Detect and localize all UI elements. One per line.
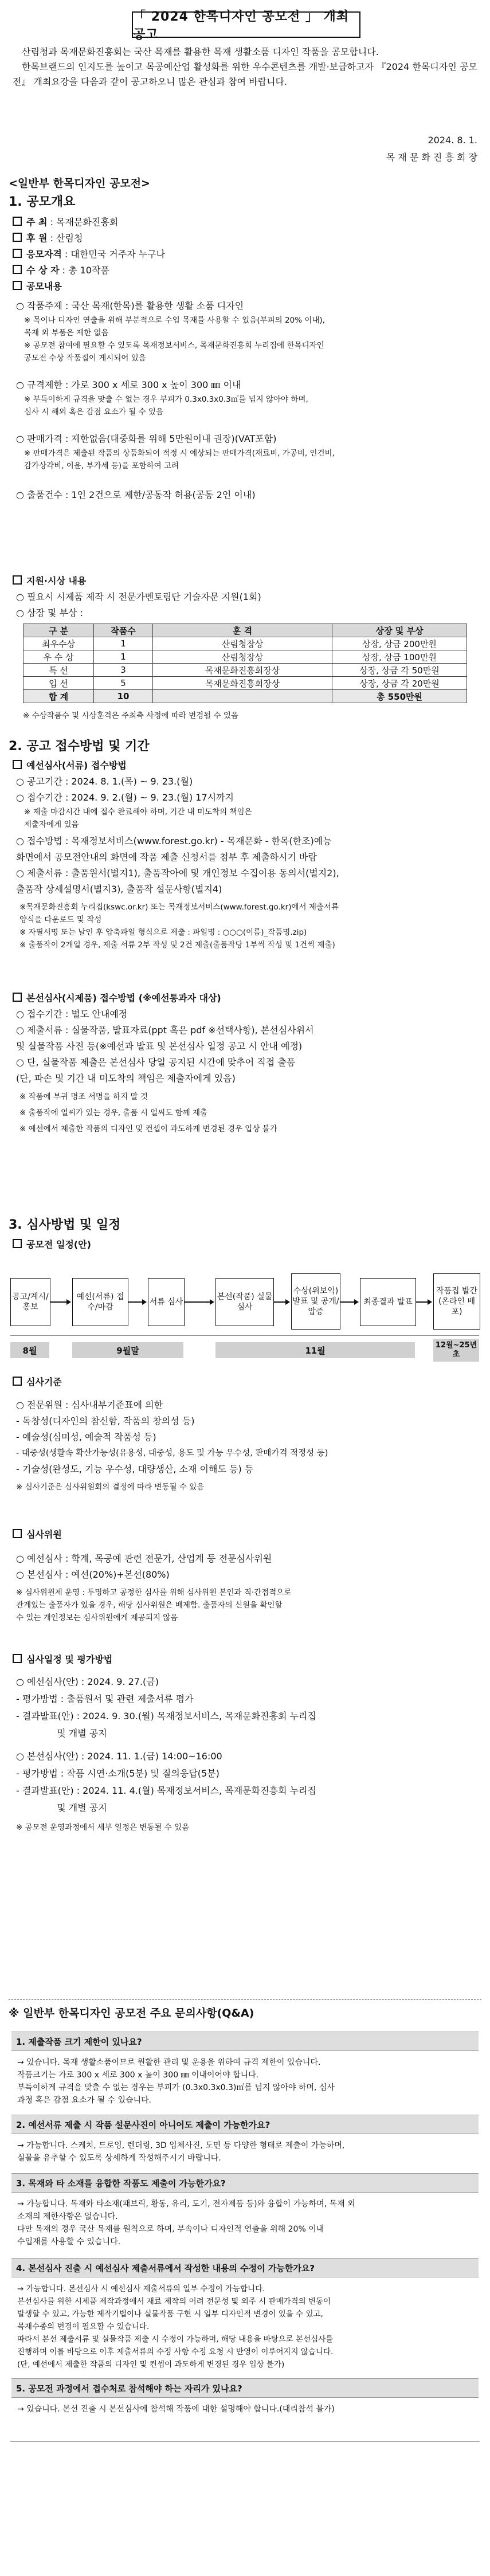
eval-line: 및 개별 공지 [16, 1802, 107, 1813]
sale-price: ○ 판매가격 : 제한없음(대중화를 위해 5만원이내 권장)(VAT포함) [16, 433, 277, 444]
section-banner: <일반부 한목디자인 공모전> [9, 177, 150, 190]
intro-paragraph-2: 한목브랜드의 인지도를 높이고 목공예산업 활성화를 위한 우수콘텐츠를 개발·보급하고자 『2024 한목디자인 공모전』 개최요강을 다음과 같이 공고하오니 많은 관심과 참여 바랍니다. [13, 61, 477, 87]
overview-item: 주 최 : 목재문화진흥회 [13, 214, 477, 230]
theme: ○ 작품주제 : 국산 목재(한목)를 활용한 생활 소품 디자인 [16, 300, 244, 311]
table-header: 구 분 작품수 훈 격 상장 및 부상 [23, 624, 467, 637]
prize-table [23, 624, 467, 703]
table-row: 우 수 상 1 산림청장상 상장, 상금 100만원 [23, 650, 467, 664]
sale-notes: ※ 판매가격은 제출된 작품의 상품화되어 적정 시 예상되는 판매가격(재료비, 가공비, 인건비, 감가상각비, 이윤, 부가세 등)을 포함하여 고려 [24, 449, 335, 470]
criteria-line: - 독창성(디자인의 참신함, 작품의 창의성 등) [16, 1416, 195, 1426]
theme-notes: ※ 목이나 디자인 연출을 위해 부분적으로 수입 목재를 사용할 수 있음(부피의 20% 이내), 목재 외 부품은 제한 없음 ※ 공모전 참여에 필요할 수 있도록 목재정보서비스, 목재문화진흥회 누리집에 한목디자인 공모전 수상 작품집이 게시되어 있음 [24, 316, 325, 363]
schedule-label: 공모전 일정(안) [13, 1237, 91, 1253]
size-limit: ○ 규격제한 : 가로 300 x 세로 300 x 높이 300 ㎜ 이내 [16, 379, 241, 390]
faq-question: 5. 공모전 과정에서 접수처로 참석해야 하는 자리가 있나요? [11, 2378, 479, 2398]
support-line-2: ○ 상장 및 부상 : [16, 607, 83, 618]
faq-question: 2. 예선서류 제출 시 작품 설문사진이 아니어도 제출이 가능한가요? [11, 2115, 479, 2134]
pre-line: ○ 공고기간 : 2024. 8. 1.(목) ~ 9. 23.(월) [16, 776, 193, 787]
timeline-period: 9월말 [72, 1342, 183, 1358]
jury-line: ○ 예선심사 : 학계, 목공예 관련 전문가, 산업계 등 전문심사위원 [16, 1553, 272, 1564]
criteria-line: - 예술성(심미성, 예술적 작품성 등) [16, 1432, 156, 1442]
arrow-right-icon [416, 1301, 431, 1303]
intro-paragraph-1: 산림청과 목재문화진흥회는 국산 목재를 활용한 목재 생활소품 디자인 작품을 공모합니다. [22, 46, 379, 57]
criteria-section [13, 1374, 477, 1493]
section-2-heading: 2. 공고 접수방법 및 기간 [9, 739, 150, 754]
checkbox-icon [13, 281, 22, 290]
eval-label: 심사일정 및 평가방법 [13, 1652, 477, 1668]
flow-step: 본선(작품) 실물심사 [215, 1278, 274, 1326]
eval-line: - 평가방법 : 작품 시연·소개(5분) 및 질의응답(5분) [16, 1768, 219, 1779]
method-line: 화면에서 공모전안내의 화면에 작품 제출 신청서를 첨부 후 제출하시기 바람 [16, 852, 317, 862]
docs-notes: ※목재문화진흥회 누리집(kswc.or.kr) 또는 목재정보서비스(www.forest.go.kr)에서 제출서류 양식을 다운로드 및 작성 ※ 자필서명 또는 날인 후 압축파일 형식으로 제출 : 파일명 : ○○○(이름)_작품명.zip) ※ 출품작이 2개일 경우, 제출 서류 2부 작성 및 2건 제출(출품작당 1부씩 작성 및 1건씩 제출) [19, 903, 339, 950]
main-line: ○ 제출서류 : 실물작품, 발표자료(ppt 혹은 pdf ※선택사항), 본선심사위서 [16, 1025, 314, 1036]
main-line: (단, 파손 및 기간 내 미도착의 책임은 제출자에게 있음) [16, 1073, 236, 1084]
timeline-divider [10, 1335, 479, 1336]
faq-question: 3. 목재와 타 소재를 융합한 작품도 제출이 가능한가요? [11, 2173, 479, 2193]
table-row: 특 선 3 목재문화진흥회장상 상장, 상금 각 50만원 [23, 664, 467, 677]
eval-line: 및 개별 공지 [16, 1728, 107, 1739]
page-title: 「 2024 한목디자인 공모전 」 개최 공고 [132, 11, 360, 38]
criteria-label: 심사기준 [13, 1374, 477, 1390]
evaluation-section [13, 1652, 477, 1834]
support-section [13, 573, 477, 621]
method-line: ○ 접수방법 : 목재정보서비스(www.forest.go.kr) - 목재문화 - 한목(한조)예능 [16, 836, 332, 846]
flow-step: 작품집 발간 (온라인 배포) [433, 1273, 480, 1330]
arrow-right-icon [128, 1301, 146, 1303]
faq-question: 1. 제출작품 크기 제한이 있나요? [11, 2032, 479, 2051]
checkbox-icon [13, 760, 22, 769]
contents-detail [16, 298, 477, 503]
section-3-heading: 3. 심사방법 및 일정 [9, 1218, 121, 1232]
support-heading: 지원·시상 내용 [13, 573, 477, 589]
docs-line: 출품작 상세설명서(별지3), 출품작 설문사항(별지4) [16, 884, 222, 895]
eval-line: - 평가방법 : 출품원서 및 관련 제출서류 평가 [16, 1693, 194, 1704]
criteria-line: - 대중성(생활속 확산가능성(유용성, 대중성, 용도 및 가능 우수성, 판매가격 적정성 등) [16, 1449, 328, 1458]
flow-step: 서류 심사 [148, 1278, 185, 1326]
section-1-heading: 1. 공모개요 [9, 195, 76, 209]
jury-section [13, 1527, 477, 1624]
pre-label: 예선심사(서류) 접수방법 [13, 758, 477, 774]
faq-answer: → 있습니다. 본선 진출 시 본선심사에 참석해 작품에 대한 설명해야 합니다.(대리참석 불가) [17, 2405, 335, 2414]
checkbox-icon [13, 1377, 22, 1386]
table-row: 입 선 5 목재문화진흥회장상 상장, 상금 각 20만원 [23, 677, 467, 690]
arrow-right-icon [185, 1301, 213, 1303]
arrow-right-icon [340, 1301, 358, 1303]
criteria-line: ○ 전문위원 : 심사내부기준표에 의한 [16, 1399, 163, 1410]
flow-step: 수상(위보익) 발표 및 공개/압증 [291, 1273, 340, 1330]
size-notes: ※ 부득이하게 규격을 맞출 수 없는 경우 부피가 0.3x0.3x0.3㎥를 넘지 않아야 하며, 심사 시 해외 혹은 감점 요소가 될 수 있음 [24, 395, 308, 417]
checkbox-icon [13, 217, 22, 226]
intro [13, 45, 477, 89]
overview-item: 후 원 : 산림청 [13, 230, 477, 246]
support-note: ※ 수상작품수 및 시상훈격은 주최측 사정에 따라 변경될 수 있음 [23, 711, 238, 720]
main-screening [13, 990, 477, 1137]
timeline-period: 11월 [215, 1342, 415, 1358]
jury-notes: ※ 심사위원제 운영 : 투명하고 공정한 심사를 위해 심사위원 본인과 직·간접적으로 관계있는 출품자가 있을 경우, 해당 심사위원은 배제함. 출품자의 신원을 확인할 수 있는 개인정보는 심사위원에게 제공되지 않음 [16, 1588, 292, 1622]
faq-answer: → 가능합니다. 스케치, 드로잉, 렌더링, 3D 입체사진, 도면 등 다양한 형태로 제출이 가능하며, 실물을 유추할 수 있도록 상세하게 작성해주시기 바랍니다. [17, 2141, 345, 2163]
flow-step: 예선(서류) 접수/마감 [72, 1278, 128, 1326]
criteria-note: ※ 심사기준은 심사위원회의 결정에 따라 변동될 수 있음 [16, 1483, 205, 1492]
checkbox-icon [13, 575, 22, 585]
overview-list [13, 214, 477, 295]
flow-step: 최종결과 발표 [360, 1278, 416, 1326]
support-line-1: ○ 필요시 시제품 제작 시 전문가멘토링단 기술자문 지원(1회) [16, 591, 261, 602]
criteria-line: - 기술성(완성도, 기능 우수성, 대량생산, 소재 이해도 등) 등 [16, 1464, 254, 1475]
checkbox-icon [13, 1529, 22, 1538]
main-line: ○ 단, 실물작품 제출은 본선심사 당일 공지된 시간에 맞추어 직접 출품 [16, 1057, 296, 1068]
table-total-row: 합 계 10 총 550만원 [23, 690, 467, 703]
faq-answer: → 있습니다. 목재 생활소품이므로 원활한 관리 및 운용을 위하여 규격 제한이 있습니다. 작품크기는 가로 300 x 세로 300 x 높이 300 ㎜ 이내이어야 합니다. 부득이하게 규격을 맞출 수 없는 경우는 부피가 (0.3x0.3x0.3)㎥를 넘지 않아야 하며, 심사 과정 혹은 감점 요소가 될 수 있습니다. [17, 2058, 335, 2105]
faq-question: 4. 본선심사 진출 시 예선심사 제출서류에서 작성한 내용의 수정이 가능한가요? [11, 2258, 479, 2277]
eval-line: - 결과발표(안) : 2024. 9. 30.(월) 목재정보서비스, 목재문화진흥회 누리집 [16, 1711, 316, 1722]
arrow-right-icon [50, 1301, 70, 1303]
checkbox-icon [13, 1654, 22, 1663]
date-signature [258, 132, 477, 166]
checkbox-icon [13, 265, 22, 274]
checkbox-icon [13, 233, 22, 242]
main-notes: ※ 작품에 부귀 명조 서명을 하지 말 것 ※ 출품작에 얼씨가 있는 경우, 출품 시 얼씨도 함께 제출 ※ 예선에서 제출한 작품의 디자인 및 컨셉이 과도하게 변경된 경우 입상 불가 [19, 1092, 277, 1134]
main-line: ○ 접수기간 : 별도 안내예정 [16, 1009, 128, 1020]
contents-label: 공모내용 [13, 279, 477, 295]
flow-step: 공고/계시/홍보 [10, 1278, 50, 1326]
overview-item: 응모자격 : 대한민국 거주자 누구나 [13, 246, 477, 262]
faq-answer: → 가능합니다. 본선심사 시 예선심사 제출서류의 일부 수정이 가능합니다. 본선심사를 위한 시제품 제작과정에서 재료 제작의 어려 전문성 및 외주 시 판매가격의 변동이 발생할 수 있고, 가능한 제작기법이나 실물작품 구현 시 일부 디자인적 변경이 있을 수 있고, 목재수종의 변경이 필요할 수 있습니다. 따라서 본선 제출서류 및 실물작품 제출 시 수정이 가능하며, 해당 내용을 바탕으로 본선심사를 진행하며 이를 바탕으로 이후 제출서류의 수정 사항 수정 요청 시 반영이 이루어지지 않습니다. (단, 예선에서 제출한 작품의 디자인 및 컨셉이 과도하게 변경된 경우 입상 불가) [17, 2284, 334, 2369]
arrow-right-icon [274, 1301, 289, 1303]
faq-answer: → 가능합니다. 목재와 타소재(패브릭, 황동, 유리, 도기, 전자제품 등)와 융합이 가능하며, 목재 외 소재의 제한사항은 없습니다. 다만 목재의 경우 국산 목재를 원칙으로 하며, 부속이나 디자인적 연출을 위해 20% 이내 수입재를 사용할 수 있습니다. [17, 2199, 355, 2246]
eval-line: - 결과발표(안) : 2024. 11. 4.(월) 목재정보서비스, 목재문화진흥회 누리집 [16, 1785, 316, 1796]
overview-item: 수 상 자 : 총 10작품 [13, 262, 477, 279]
entry-limit: ○ 출품건수 : 1인 2건으로 제한/공동작 허용(공동 2인 이내) [16, 489, 256, 500]
bottom-divider [10, 2441, 480, 2442]
main-line: 및 실물작품 사진 등(※예선과 발표 및 본선심사 일정 공고 시 안내 예정) [16, 1041, 303, 1052]
pre-note: ※ 제출 마감시간 내에 접수 완료해야 하며, 기간 내 미도착의 책임은 제출자에게 있음 [24, 807, 252, 829]
timeline-period: 12월~25년 초 [433, 1339, 479, 1362]
pre-screening [13, 758, 477, 951]
jury-line: ○ 본선심사 : 예선(20%)+본선(80%) [16, 1569, 170, 1580]
table-row: 최우수상 1 산림청장상 상장, 상금 200만원 [23, 637, 467, 650]
eval-line: ○ 예선심사(안) : 2024. 9. 27.(금) [16, 1676, 159, 1687]
checkbox-icon [13, 993, 22, 1002]
main-label: 본선심사(시제품) 접수방법 (※예선통과자 대상) [13, 990, 477, 1006]
eval-line: ○ 본선심사(안) : 2024. 11. 1.(금) 14:00~16:00 [16, 1751, 222, 1762]
faq-heading: ※ 일반부 한목디자인 공모전 주요 문의사항(Q&A) [9, 2007, 254, 2020]
timeline-period: 8월 [10, 1342, 49, 1358]
jury-label: 심사위원 [13, 1527, 477, 1543]
issuer: 목 재 문 화 진 흥 회 장 [386, 152, 477, 163]
pre-line: ○ 접수기간 : 2024. 9. 2.(월) ~ 9. 23.(월) 17시까지 [16, 792, 234, 803]
eval-note: ※ 공모전 운영과정에서 세부 일정은 변동될 수 있음 [16, 1823, 190, 1832]
announce-date: 2024. 8. 1. [428, 135, 477, 146]
docs-line: ○ 제출서류 : 출품원서(별지1), 출품작아에 및 개인정보 수집이용 동의서(별지2), [16, 868, 339, 879]
checkbox-icon [13, 1239, 22, 1248]
checkbox-icon [13, 249, 22, 258]
